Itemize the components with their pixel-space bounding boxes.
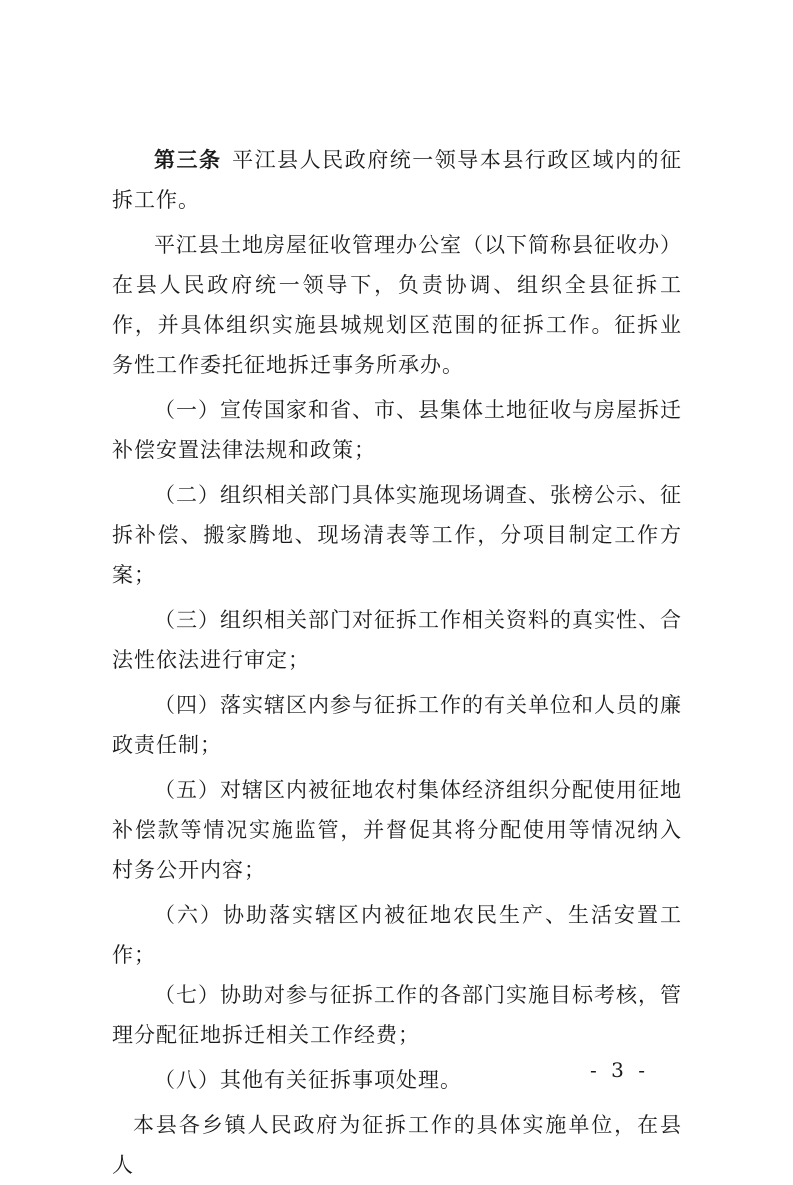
list-item: （三）组织相关部门对征拆工作相关资料的真实性、合法性依法进行审定； <box>112 608 682 672</box>
article-text: 平江县人民政府统一领导本县行政区域内的征拆工作。 <box>112 148 683 212</box>
document-body <box>112 140 682 1185</box>
list-item: （二）组织相关部门具体实施现场调查、张榜公示、征拆补偿、搬家腾地、现场清表等工作，分项目制定工作方案； <box>112 483 682 587</box>
townships-paragraph: 本县各乡镇人民政府为征拆工作的具体实施单位，在县人 <box>112 1113 682 1177</box>
list-item: （一）宣传国家和省、市、县集体土地征收与房屋拆迁补偿安置法律法规和政策； <box>112 398 682 462</box>
list-item: （五）对辖区内被征地农村集体经济组织分配使用征地补偿款等情况实施监管，并督促其将分配使用等情况纳入村务公开内容； <box>112 778 682 882</box>
list-item: （六）协助落实辖区内被征地农民生产、生活安置工作； <box>112 903 682 967</box>
page-number: - 3 - <box>590 1058 649 1082</box>
article-3-paragraph <box>112 140 682 220</box>
article-heading: 第三条 <box>154 148 222 172</box>
list-item: （四）落实辖区内参与征拆工作的有关单位和人员的廉政责任制； <box>112 693 682 757</box>
list-item: （七）协助对参与征拆工作的各部门实施目标考核，管理分配征地拆迁相关工作经费； <box>112 983 682 1047</box>
list-item: （八）其他有关征拆事项处理。 <box>154 1068 462 1092</box>
office-paragraph: 平江县土地房屋征收管理办公室（以下简称县征收办）在县人民政府统一领导下，负责协调、组织全县征拆工作，并具体组织实施县城规划区范围的征拆工作。征拆业务性工作委托征地拆迁事务所承办。 <box>112 233 682 377</box>
